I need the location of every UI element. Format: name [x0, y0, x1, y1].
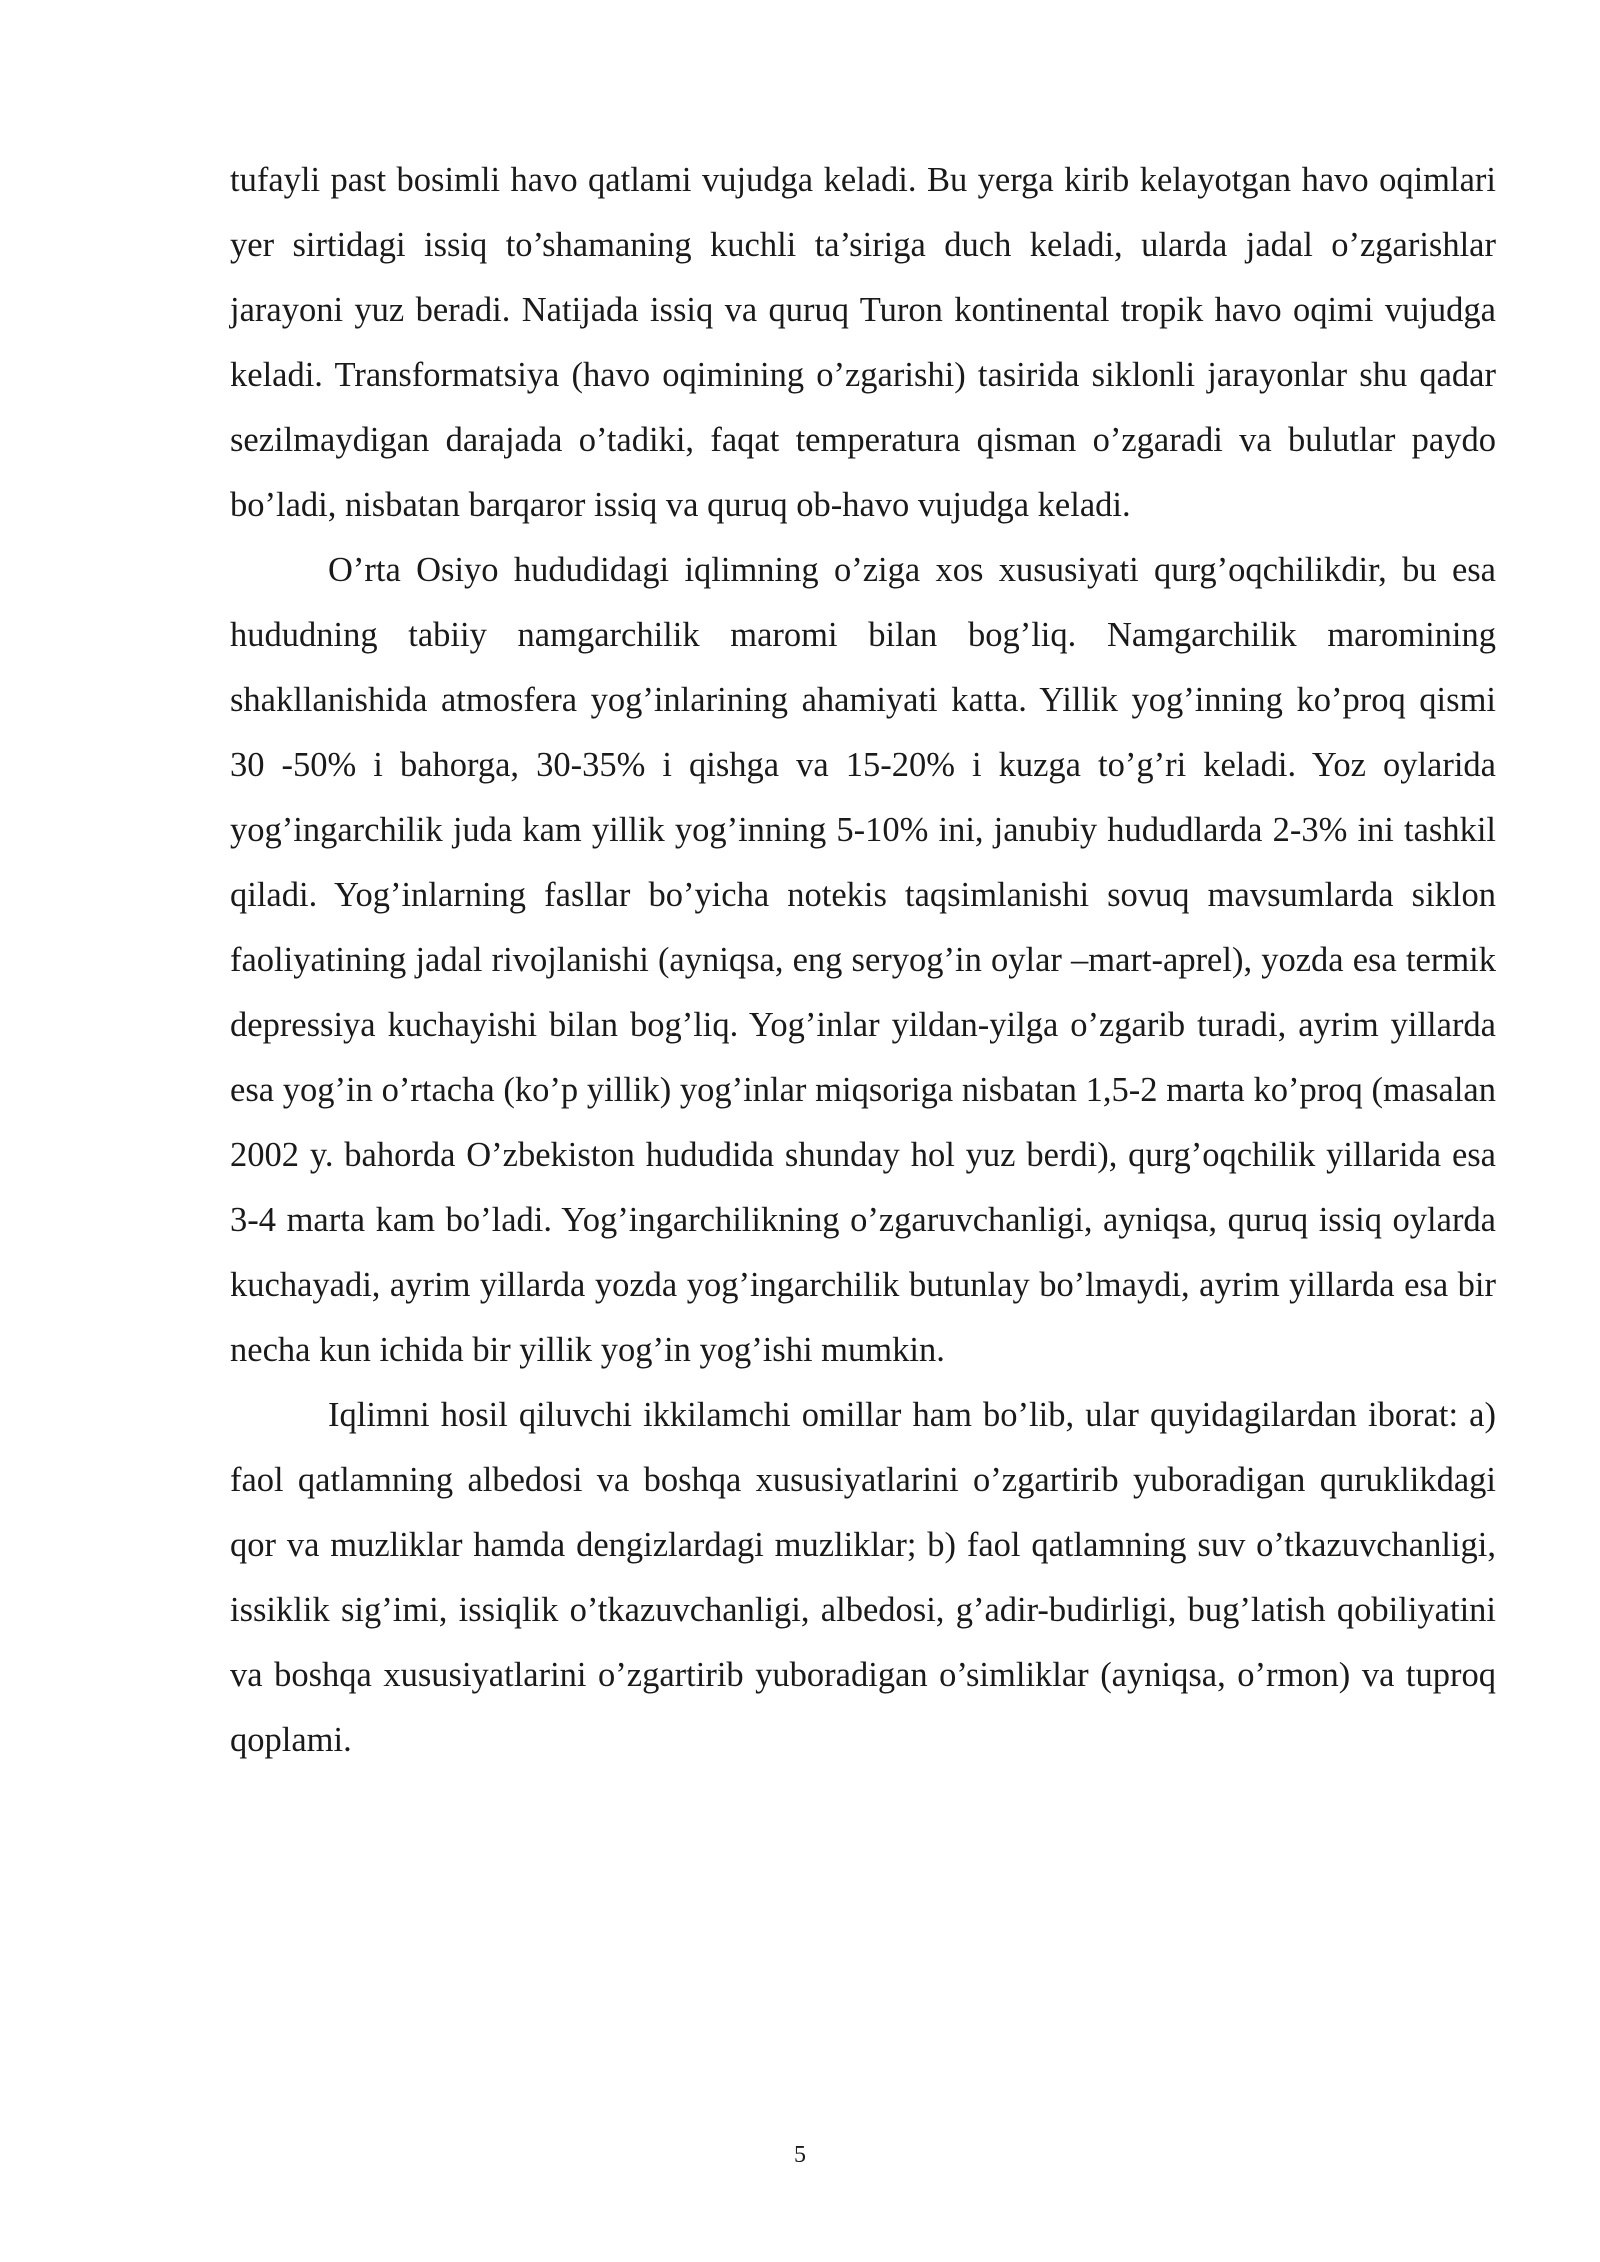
paragraph-3: Iqlimni hosil qiluvchi ikkilamchi omillar ham bo’lib, ular quyidagilardan iborat: a) faol qatlamning albedosi va boshqa xususiyatlarini o’zgartirib yuboradigan quruklikdagi qor va muzliklar hamda dengizlardagi muzliklar; b) faol qatlamning suv o’tkazuvchanligi, issiklik sig’imi, issiqlik o’tkazuvchanligi, albedosi, g’adir-budirligi, bug’latish qobiliyatini va boshqa xususiyatlarini o’zgartirib yuboradigan o’simliklar (ayniqsa, o’rmon) va tuproq qoplami.: [230, 1396, 1496, 1759]
page-number: 5: [794, 2142, 806, 2168]
document-body: [230, 148, 1496, 1773]
paragraph-2: O’rta Osiyo hududidagi iqlimning o’ziga xos xususiyati qurg’oqchilikdir, bu esa hududning tabiiy namgarchilik maromi bilan bog’liq. Namgarchilik maromining shakllanishida atmosfera yog’inlarining ahamiyati katta. Yillik yog’inning ko’proq qismi 30 -50% i bahorga, 30-35% i qishga va 15-20% i kuzga to’g’ri keladi. Yoz oylarida yog’ingarchilik juda kam yillik yog’inning 5-10% ini, janubiy hududlarda 2-3% ini tashkil qiladi. Yog’inlarning fasllar bo’yicha notekis taqsimlanishi sovuq mavsumlarda siklon faoliyatining jadal rivojlanishi (ayniqsa, eng seryog’in oylar –mart-aprel), yozda esa termik depressiya kuchayishi bilan bog’liq. Yog’inlar yildan-yilga o’zgarib turadi, ayrim yillarda esa yog’in o’rtacha (ko’p yillik) yog’inlar miqsoriga nisbatan 1,5-2 marta ko’proq (masalan 2002 y. bahorda O’zbekiston hududida shunday hol yuz berdi), qurg’oqchilik yillarida esa 3-4 marta kam bo’ladi. Yog’ingarchilikning o’zgaruvchanligi, ayniqsa, quruq issiq oylarda kuchayadi, ayrim yillarda yozda yog’ingarchilik butunlay bo’lmaydi, ayrim yillarda esa bir necha kun ichida bir yillik yog’in yog’ishi mumkin.: [230, 551, 1496, 1369]
paragraph-1: tufayli past bosimli havo qatlami vujudga keladi. Bu yerga kirib kelayotgan havo oqimlari yer sirtidagi issiq to’shamaning kuchli ta’siriga duch keladi, ularda jadal o’zgarishlar jarayoni yuz beradi. Natijada issiq va quruq Turon kontinental tropik havo oqimi vujudga keladi. Transformatsiya (havo oqimining o’zgarishi) tasirida siklonli jarayonlar shu qadar sezilmaydigan darajada o’tadiki, faqat temperatura qisman o’zgaradi va bulutlar paydo bo’ladi, nisbatan barqaror issiq va quruq ob-havo vujudga keladi.: [230, 161, 1496, 524]
